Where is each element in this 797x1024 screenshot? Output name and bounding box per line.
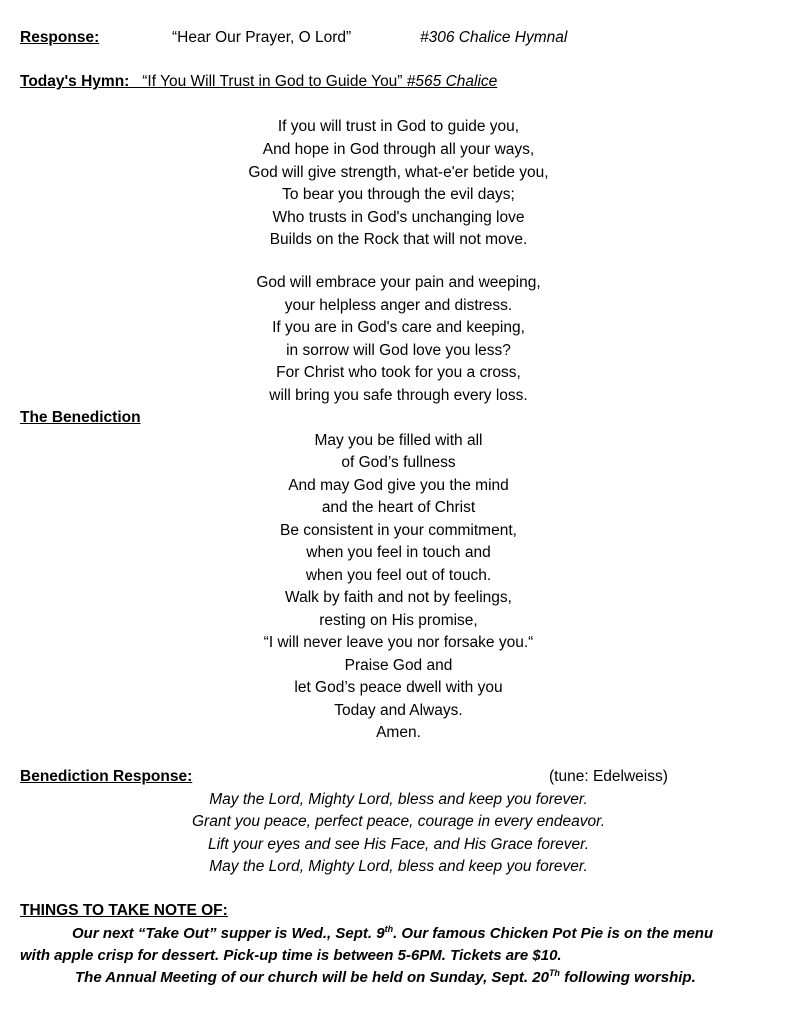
note-superscript: th — [384, 924, 394, 934]
benediction-line: and the heart of Christ — [321, 499, 476, 516]
response-reference: #306 Chalice Hymnal — [420, 29, 568, 46]
response-line: Grant you peace, perfect peace, courage in every endeavor. — [191, 813, 605, 830]
benediction-line: May you be filled with all — [314, 432, 483, 449]
note-superscript: Th — [548, 968, 560, 978]
benediction-line: Praise God and — [344, 657, 453, 674]
verse-line: And hope in God through all your ways, — [262, 141, 535, 158]
verse-line: Builds on the Rock that will not move. — [269, 231, 528, 248]
response-line: May the Lord, Mighty Lord, bless and keep you forever. — [209, 791, 588, 808]
note-text: The Annual Meeting of our church will be held on Sunday, Sept. 20 — [75, 969, 549, 986]
verse-line: If you will trust in God to guide you, — [277, 118, 520, 135]
verse-line: For Christ who took for you a cross, — [276, 364, 521, 381]
benediction-line: when you feel in touch and — [306, 544, 491, 561]
response-label: Response: — [20, 29, 100, 46]
note-text: following worship. — [559, 969, 696, 986]
response-line: May the Lord, Mighty Lord, bless and keep you forever. — [209, 858, 588, 875]
verse-line: God will embrace your pain and weeping, — [256, 274, 541, 291]
benediction-line: resting on His promise, — [319, 612, 478, 629]
hymn-title: “If You Will Trust in God to Guide You” — [142, 73, 403, 90]
verse-line: God will give strength, what-e'er betide you, — [248, 164, 549, 181]
benediction-line: when you feel out of touch. — [305, 567, 492, 584]
verse-line: If you are in God's care and keeping, — [272, 319, 525, 336]
benediction-line: And may God give you the mind — [288, 477, 509, 494]
benediction-line: Be consistent in your commitment, — [280, 522, 517, 539]
benediction-line: let God’s peace dwell with you — [294, 679, 503, 696]
verse-line: will bring you safe through every loss. — [269, 387, 528, 404]
note-annual-meeting — [75, 968, 696, 988]
benediction-line: of God’s fullness — [341, 454, 456, 471]
benediction-line: Walk by faith and not by feelings, — [285, 589, 512, 606]
benediction-line: Amen. — [376, 724, 421, 741]
notes-heading: THINGS TO TAKE NOTE OF: — [20, 902, 228, 919]
response-title: “Hear Our Prayer, O Lord” — [172, 29, 352, 46]
note-takeout-supper — [72, 924, 713, 944]
note-text: . Our famous Chicken Pot Pie is on the menu — [393, 925, 714, 942]
note-text: Our next “Take Out” supper is Wed., Sept. 9 — [72, 925, 385, 942]
note-dessert-pickup: with apple crisp for dessert. Pick-up time is between 5-6PM. Tickets are $10. — [20, 947, 562, 964]
tune-note: (tune: Edelweiss) — [549, 768, 668, 785]
benediction-line: “I will never leave you nor forsake you.“ — [263, 634, 534, 651]
hymn-reference: #565 Chalice — [406, 73, 498, 90]
benediction-heading: The Benediction — [20, 409, 141, 426]
hymn-label: Today's Hymn: — [20, 73, 130, 90]
verse-line: in sorrow will God love you less? — [286, 342, 511, 359]
verse-line: Who trusts in God's unchanging love — [272, 209, 525, 226]
verse-line: your helpless anger and distress. — [284, 297, 513, 314]
benediction-line: Today and Always. — [334, 702, 463, 719]
response-line: Lift your eyes and see His Face, and His Grace forever. — [207, 836, 590, 853]
benediction-response-label: Benediction Response: — [20, 768, 193, 785]
hymn-heading — [20, 72, 497, 92]
verse-line: To bear you through the evil days; — [282, 186, 515, 203]
